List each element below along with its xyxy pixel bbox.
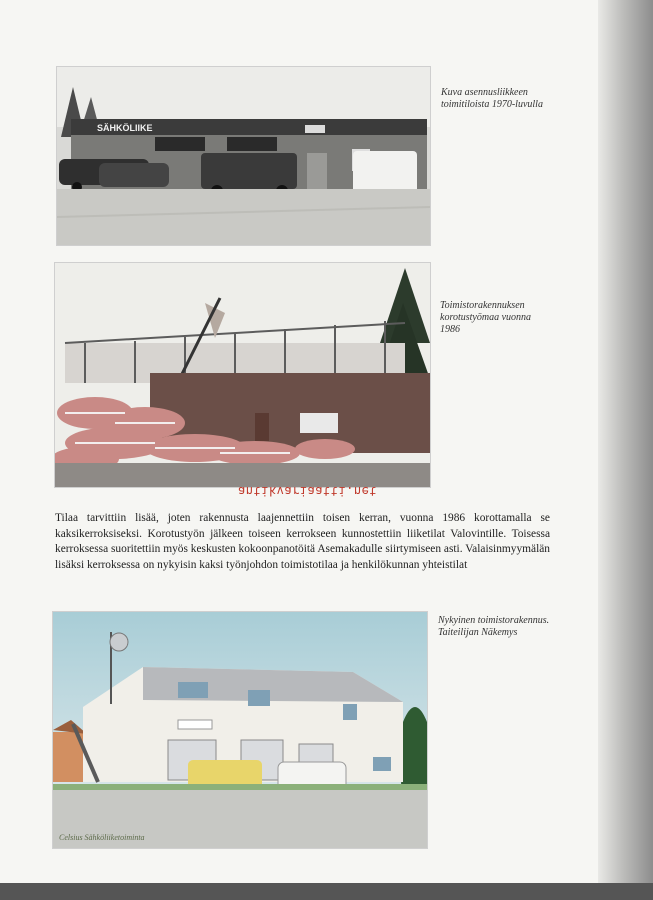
painting-current-office	[52, 611, 428, 849]
photo-1970s-office	[56, 66, 431, 246]
caption-photo-2: Toimistorakennuksen korotustyömaa vuonna 1986	[440, 300, 532, 335]
photo-1986-construction	[54, 262, 431, 488]
caption-photo-1: Kuva asennusliikkeen toimitiloista 1970-luvulla	[441, 87, 543, 110]
painting-logo: Celsius Sähköliiketoiminta	[59, 833, 145, 842]
scan-bottom-edge	[0, 883, 653, 900]
watermark-text: antikvariaatti.net	[238, 484, 378, 498]
page-edge-shadow	[598, 0, 653, 883]
body-paragraph: Tilaa tarvittiin lisää, joten rakennusta laajennettiin toisen kerran, vuonna 1986 korottamalla se kaksikerroksiseksi. Korotustyön jälkeen toiseen kerrokseen kunnostettiin liiketilat Valovintille. Toisessa kerroksessa suoritettiin myös keskusten kokoonpanotöitä Asemakadulle siirtymiseen asti. Valaisinmyymälän lisäksi kerroksessa on nykyisin kaksi työnjohdon toimistotilaa ja henkilökunnan yhteistilat	[55, 512, 550, 571]
caption-photo-3: Nykyinen toimistorakennus. Taiteilijan Näkemys	[438, 615, 550, 638]
building-sign: SÄHKÖLIIKE	[97, 123, 153, 133]
